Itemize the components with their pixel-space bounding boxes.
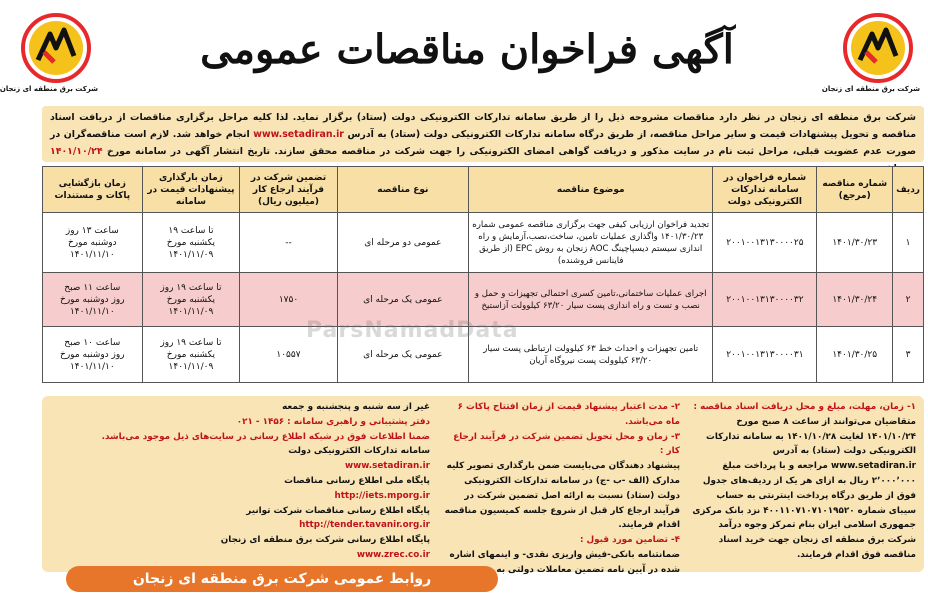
site-4-link[interactable]: www.zrec.co.ir (356, 549, 430, 560)
publish-date: ۱۴۰۱/۱۰/۲۴ (50, 146, 103, 157)
deadline-line: تا ساعت ۱۹ روز (160, 282, 222, 293)
deadline-line: ۱۴۰۱/۱۱/۰۹ (168, 249, 214, 260)
cell-subject: تجدید فراخوان ارزیابی کیفی جهت برگزاری مناقصه عمومی شماره ۱۴۰۱/۳۰/۲۳ واگذاری عملیات تامین، ساخت،نصب،آزمایش و راه اندازی سیستم دیسپاچینگ AOC زنجان به روش EPC (از طریق فاینانس فروشنده) (468, 213, 713, 273)
cell-row-number: ۲ (893, 273, 924, 327)
logo-caption: شرکت برق منطقه ای زنجان (821, 85, 920, 93)
deadline-line: ۱۴۰۱/۱۱/۰۹ (168, 306, 214, 317)
header-type: نوع مناقصه (337, 167, 468, 213)
opening-line: روز دوشنبه مورخ (60, 294, 125, 305)
watermark: ParsNamadData (306, 318, 519, 343)
opening-line: ساعت ۱۱ صبح (64, 282, 121, 293)
intro-text-2: انجام خواهد شد. لازم است مناقصه‌گران در صورت عدم عضویت قبلی، مراحل ثبت نام در سایت مذکور و دریافت گواهی امضای الکترونیکی را جهت شرکت در مناقصه محقق سازند. تاریخ انتشار آگهی در سامانه مورخ (50, 129, 916, 157)
note-1-title: ۱- زمان، مهلت، مبلغ و محل دریافت اسناد مناقصه : (693, 402, 916, 412)
deadline-line: تا ساعت ۱۹ (168, 225, 214, 236)
cell-opening (43, 273, 143, 327)
notes-column-right (690, 400, 916, 568)
cell-guarantee: ۱۷۵۰ (240, 273, 338, 327)
header-guarantee: تضمین شرکت در فرآیند ارجاع کار (میلیون ریال) (240, 167, 338, 213)
note-left-line-1: غیر از سه شنبه و پنجشنبه و جمعه (282, 402, 430, 412)
table-row (43, 213, 924, 273)
tenders-table (42, 166, 924, 383)
cell-deadline (142, 327, 240, 383)
opening-line: ۱۴۰۱/۱۱/۱۰ (69, 361, 115, 372)
opening-line: ۱۴۰۱/۱۱/۱۰ (69, 249, 115, 260)
company-logo-right (821, 12, 920, 104)
logo-caption: شرکت برق منطقه ای زنجان (0, 85, 98, 93)
site-1-label: سامانه تدارکات الکترونیکی دولت (288, 446, 430, 457)
note-1-text: متقاضیان می‌توانند از ساعت ۸ صبح مورخ ۱۴۰۱/۱۰/۲۴ لغایت ۱۴۰۱/۱۰/۲۸ به سامانه تدارکات الکترونیکی دولت (ستاد) به آدرس www.setadiran.ir مراجعه و با پرداخت مبلغ ۲٬۰۰۰٬۰۰۰ ریال به ازای هر یک از ردیف‌های جدول فوق از طریق درگاه پرداخت اینترنتی به حساب سیبای شماره ۴۰۰۱۱۰۷۱۰۷۱۰۱۹۵۲۰ نزد بانک مرکزی جمهوری اسلامی ایران بنام تمرکز وجوه درآمد شرکت برق منطقه ای زنجان جهت خرید اسناد مناقصه فوق اقدام فرمایند. (692, 416, 916, 560)
note-3-title: ۳- زمان و محل تحویل تضمین شرکت در فرآیند ارجاع کار : (453, 431, 680, 457)
note-4-title: ۴- تضامین مورد قبول : (579, 535, 680, 546)
cell-opening (43, 213, 143, 273)
cell-opening (43, 327, 143, 383)
cell-row-number: ۱ (893, 213, 924, 273)
site-3-label: پایگاه اطلاع رسانی مناقصات شرکت توانیر (246, 505, 430, 516)
cell-row-number: ۳ (893, 327, 924, 383)
setad-link[interactable]: www.setadiran.ir (253, 129, 344, 140)
header-subject: موضوع مناقصه (468, 167, 713, 213)
header-setad-number: شماره فراخوان در سامانه تدارکات الکترونیکی دولت (713, 167, 817, 213)
intro-text-1: شرکت برق منطقه ای زنجان در نظر دارد مناقصات مشروحه ذیل را از طریق سامانه تدارکات الکترونیکی دولت (ستاد) برگزار نماید. لذا کلیه مراحل برگزاری مناقصات از دریافت اسناد مناقصه و تحویل پیشنهادات قیمت و سایر مراحل مناقصه، از طریق درگاه سامانه تدارکات الکترونیکی دولت (ستاد) به آدرس (50, 112, 917, 140)
power-lightning-icon (20, 12, 92, 84)
cell-setad-number: ۲۰۰۱۰۰۱۳۱۳۰۰۰۰۳۱ (713, 327, 817, 383)
cell-deadline (142, 273, 240, 327)
cell-guarantee: ۱۰۵۵۷ (240, 327, 338, 383)
notes-column-left (50, 400, 430, 568)
opening-line: ساعت ۱۳ روز (65, 225, 119, 236)
cell-type: عمومی یک مرحله ای (337, 327, 468, 383)
note-4-text: ضمانتنامه بانکی-فیش واریزی نقدی- و اینمهای اشاره شده در آیین نامه تضمین معاملات دولتی به (449, 549, 680, 575)
header-tender-number: شماره مناقصه (مرجع) (817, 167, 893, 213)
intro-paragraph (42, 106, 924, 162)
cell-setad-number: ۲۰۰۱۰۰۱۳۱۳۰۰۰۰۲۵ (713, 213, 817, 273)
opening-line: روز دوشنبه مورخ (60, 349, 125, 360)
site-3-link[interactable]: http://tender.tavanir.org.ir (299, 520, 430, 531)
notes-box (42, 396, 924, 575)
header-deadline: زمان بارگذاری پیشنهادات قیمت در سامانه (142, 167, 240, 213)
cell-subject: تامین تجهیزات و احداث خط ۶۳ کیلوولت ارتباطی پست سیار ۶۳/۲۰ کیلوولت پست نیروگاه آریان (468, 327, 713, 383)
site-1-link[interactable]: www.setadiran.ir (344, 461, 430, 472)
deadline-line: یکشنبه مورخ (166, 349, 216, 360)
cell-tender-number: ۱۴۰۱/۳۰/۲۳ (817, 213, 893, 273)
note-3-text: پیشنهاد دهندگان می‌بایست ضمن بارگذاری تصویر کلیه مدارک (الف -ب -ج) در سامانه تدارکات الکترونیکی دولت (ستاد) نسبت به ارائه اصل تضمین شرکت در فرآیند ارجاع کار قبل از شروع جلسه کمیسیون مناقصه اقدام فرمایند. (444, 461, 680, 531)
page-title: آگهی فراخوان مناقصات عمومی (200, 26, 734, 73)
note-left-line-3: ضمنا اطلاعات فوق در شبکه اطلاع رسانی در سایت‌های ذیل موجود می‌باشد. (101, 431, 430, 442)
note-2-title: ۲- مدت اعتبار پیشنهاد قیمت از زمان افتتاح پاکات ۶ ماه می‌باشد. (457, 402, 680, 427)
site-4-label: پایگاه اطلاع رسانی شرکت برق منطقه ای زنجان (220, 535, 430, 546)
cell-tender-number: ۱۴۰۱/۳۰/۲۴ (817, 273, 893, 327)
header-opening: زمان بازگشایی پاکات و مستندات (43, 167, 143, 213)
opening-line: ساعت ۱۰ صبح (64, 337, 121, 348)
opening-line: دوشنبه مورخ (67, 237, 117, 248)
site-2-label: پایگاه ملی اطلاع رسانی مناقصات (284, 475, 430, 486)
company-logo-left (0, 12, 98, 104)
footer-banner: روابط عمومی شرکت برق منطقه ای زنجان (66, 566, 498, 592)
support-phone: دفتر پشتیبانی و راهبری سامانه : ۱۴۵۶ - ۰۲۱ (236, 416, 430, 427)
cell-setad-number: ۲۰۰۱۰۰۱۳۱۳۰۰۰۰۳۲ (713, 273, 817, 327)
cell-type: عمومی دو مرحله ای (337, 213, 468, 273)
table-header-row (43, 167, 924, 213)
cell-guarantee: -- (240, 213, 338, 273)
cell-tender-number: ۱۴۰۱/۳۰/۲۵ (817, 327, 893, 383)
deadline-line: یکشنبه مورخ (166, 237, 216, 248)
header-row-number: ردیف (893, 167, 924, 213)
cell-deadline (142, 213, 240, 273)
opening-line: ۱۴۰۱/۱۱/۱۰ (69, 306, 115, 317)
deadline-line: تا ساعت ۱۹ روز (160, 337, 222, 348)
cell-subject: اجرای عملیات ساختمانی،تامین کسری احتمالی تجهیزات و حمل و نصب و تست و راه اندازی پست سیار ۶۳/۲۰ کیلوولت آزاستیخ (468, 273, 713, 327)
power-lightning-icon (842, 12, 914, 84)
deadline-line: یکشنبه مورخ (166, 294, 216, 305)
deadline-line: ۱۴۰۱/۱۱/۰۹ (168, 361, 214, 372)
site-2-link[interactable]: http://iets.mporg.ir (334, 490, 430, 501)
cell-type: عمومی یک مرحله ای (337, 273, 468, 327)
notes-column-middle (442, 400, 680, 575)
